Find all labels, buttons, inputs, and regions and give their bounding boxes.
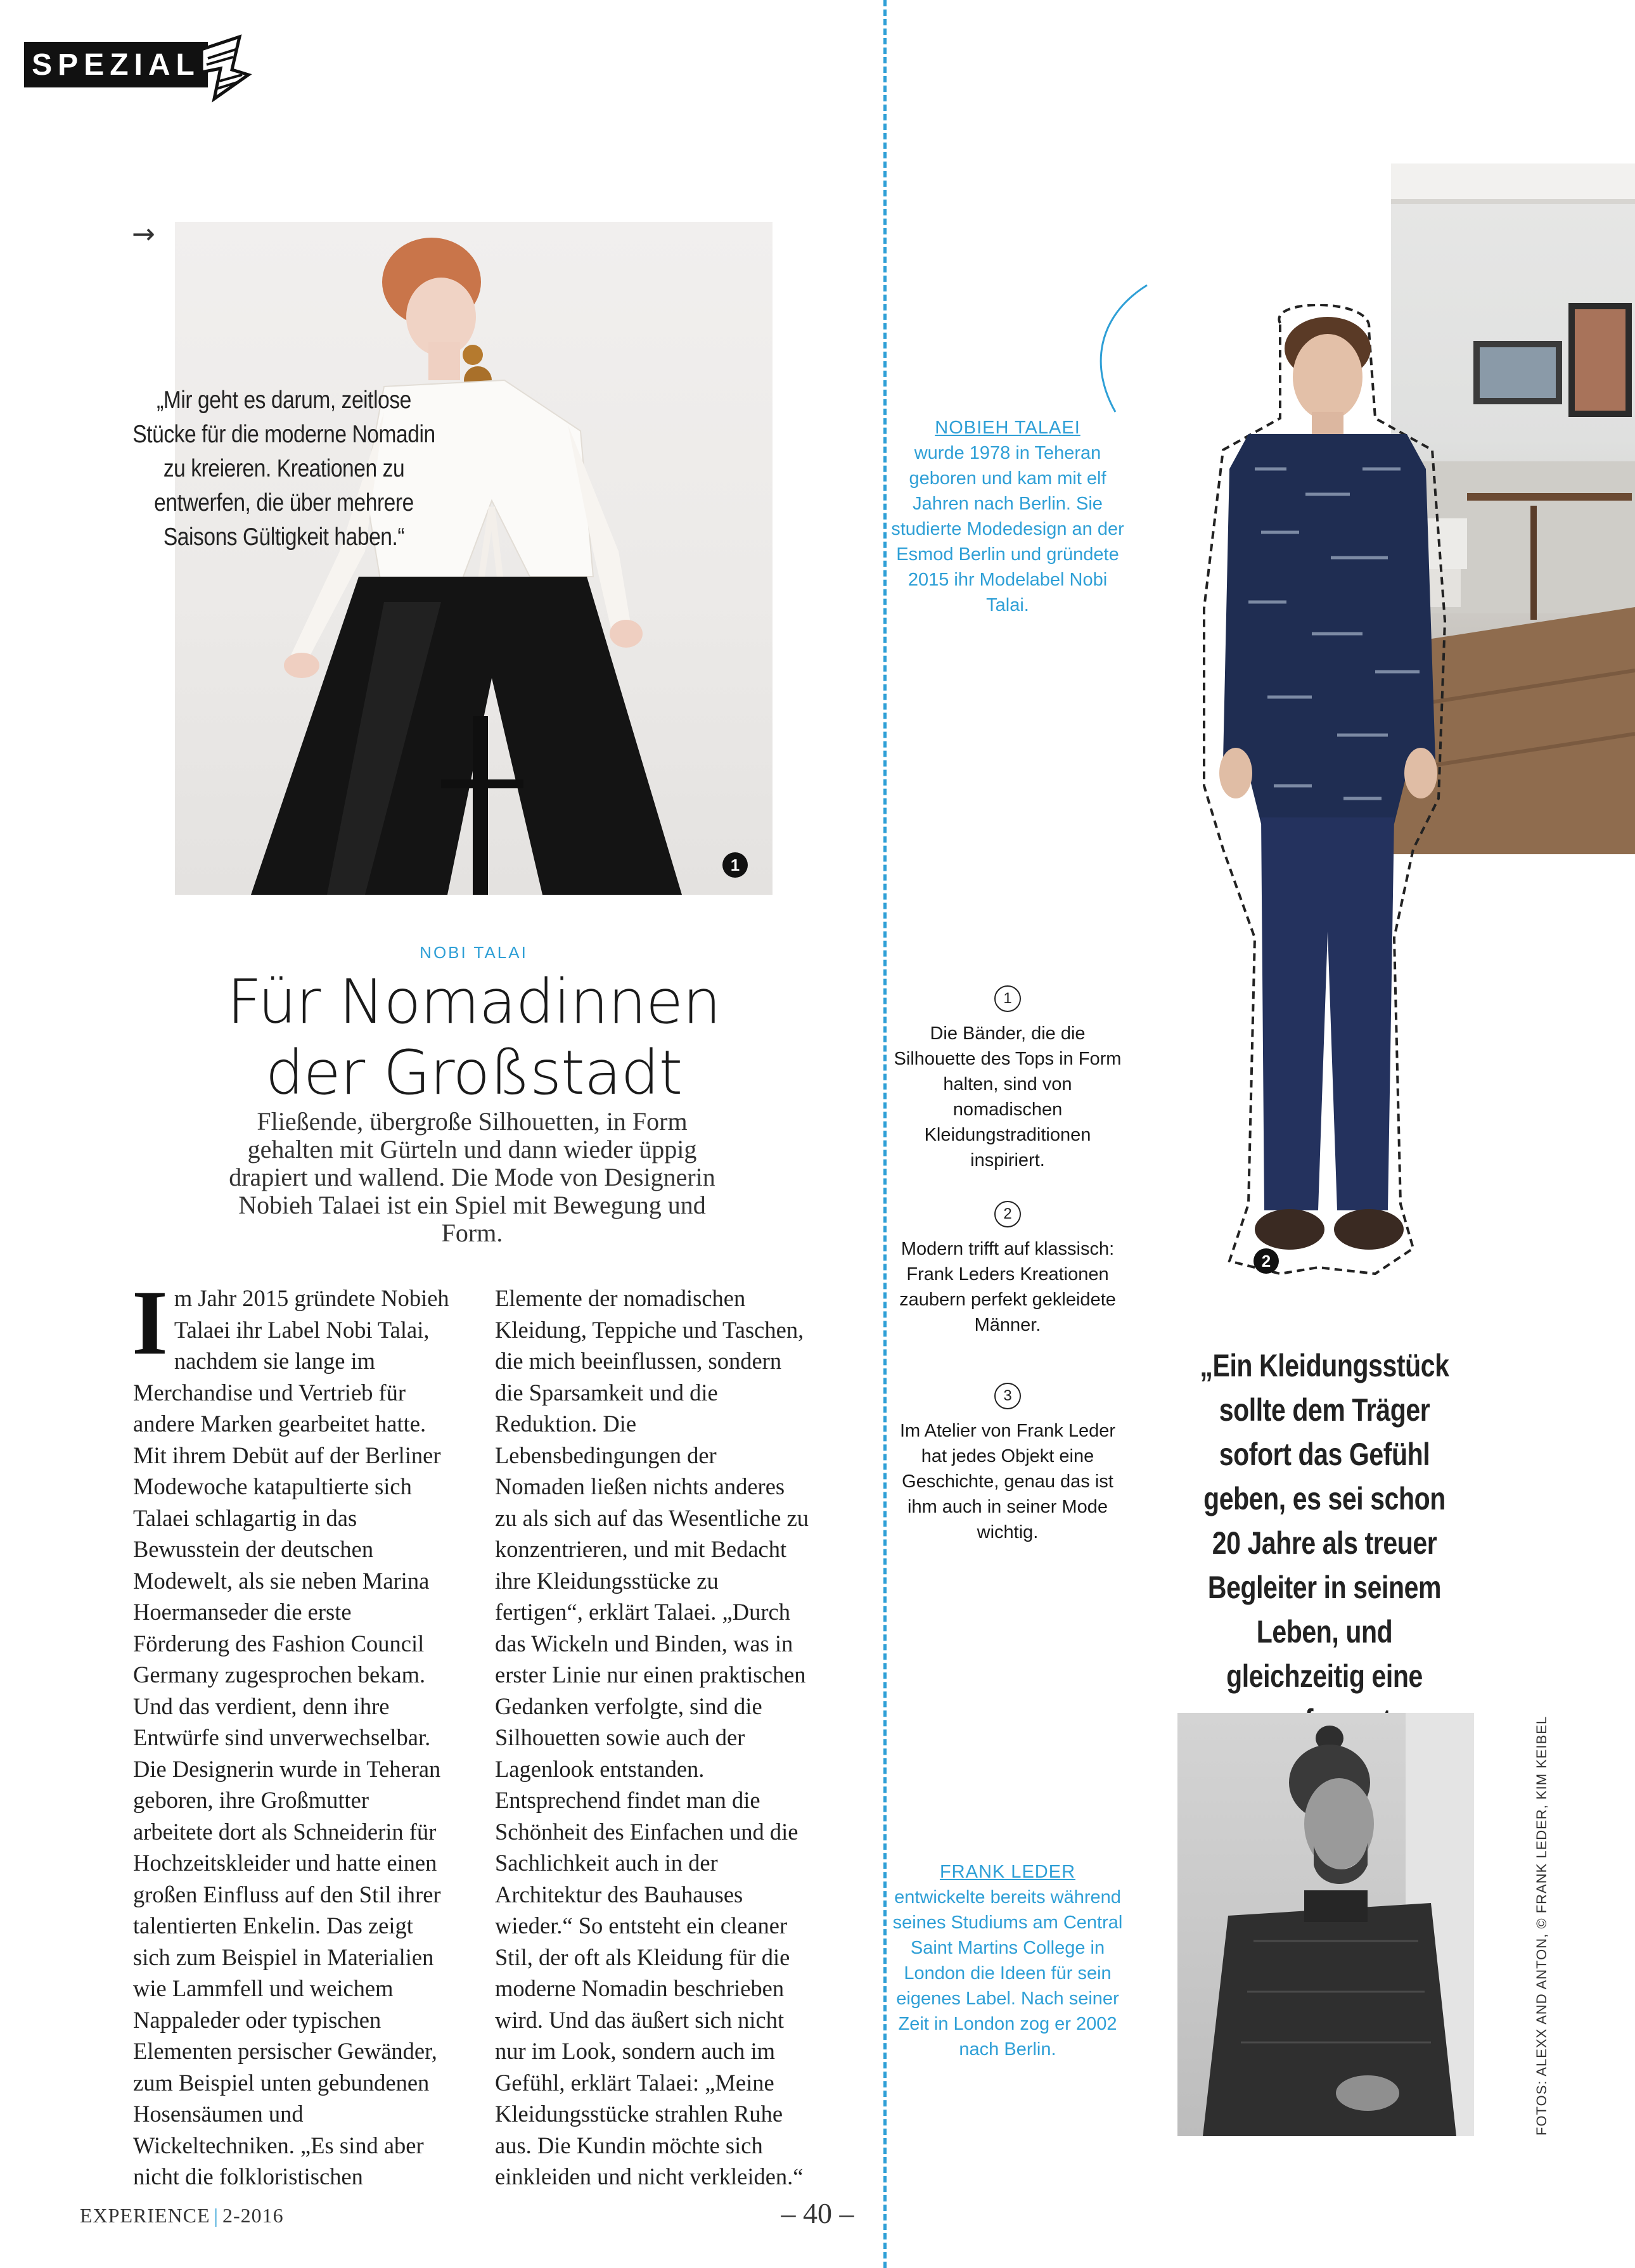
caption-number-2: 2: [994, 1201, 1021, 1227]
arrow-icon: →: [132, 218, 155, 250]
model-illustration: [175, 222, 773, 895]
caption-number-3: 3: [994, 1383, 1021, 1409]
bio-talaei: [887, 415, 1128, 618]
footer-magazine: [80, 2204, 284, 2227]
article-lead: Fließende, übergroße Silhouetten, in Form gehalten mit Gürteln und dann wieder üppig drapiert und wallend. Die Mode von Designerin Nobieh Talaei ist ein Spiel mit Bewegung und Form.: [229, 1107, 715, 1247]
bio-leder-name: FRANK LEDER: [939, 1862, 1076, 1882]
caption-text-1: Die Bänder, die die Silhouette des Tops in Form halten, sind von nomadischen Kleidungstraditionen inspiriert.: [894, 1023, 1122, 1170]
caption-text-3: Im Atelier von Frank Leder hat jedes Objekt eine Geschichte, genau das ist ihm auch in seiner Mode wichtig.: [899, 1421, 1116, 1542]
body-column-1: [132, 1271, 450, 2193]
magazine-name: EXPERIENCE: [80, 2204, 210, 2227]
caption-2: [887, 1201, 1128, 1338]
photo-man-frank-leder-collection: [1185, 304, 1464, 1293]
caption-1: [887, 985, 1128, 1173]
drop-cap: I: [132, 1271, 168, 1374]
caption-number-1: 1: [994, 985, 1021, 1012]
body-text-1: m Jahr 2015 gründete Nobieh Talaei ihr Label Nobi Talai, nachdem sie lange im Merchandise und Vertrieb für andere Marken gearbeitet hatte. Mit ihrem Debüt auf der Berliner Modewoche katapultierte sich Talaei schlagartig in das Bewusstein der deutschen Modewelt, als sie neben Marina Hoermanseder die erste Förderung des Fashion Council Germany zugesprochen bekam. Und das verdient, denn ihre Entwürfe sind unverwechselbar. Die Designerin wurde in Teheran geboren, ihre Großmutter arbeitete dort als Schneiderin für Hochzeitskleider und hatte einen großen Einfluss auf den Stil ihrer talentierten Enkelin. Das zeigt sich zum Beispiel in Materialien wie Lammfell und weichem Nappaleder oder typischen Elementen persischer Gewänder, zum Beispiel unten gebundenen Hosensäumen und Wickeltechniken. „Es sind aber nicht die folkloristischen: [133, 1285, 449, 2189]
photo-credit: [1534, 1715, 1559, 2136]
headline-line-1: Für Nomadinnen: [227, 966, 721, 1037]
issue-number: 2-2016: [222, 2204, 284, 2227]
pull-quote-talaei: „Mir geht es darum, zeitlose Stücke für die moderne Nomadin zu kreieren. Kreationen zu entwerfen, die über mehrere Saisons Gültigkeit haben.“: [132, 387, 435, 551]
photo-frank-leder-portrait: [1177, 1713, 1474, 2136]
section-tag: [24, 30, 252, 105]
footer-separator: |: [214, 2204, 219, 2227]
page-number: – 40 –: [781, 2197, 854, 2229]
decorative-curve: [1077, 279, 1166, 418]
pull-quote-leder: „Ein Kleidungsstück sollte dem Träger sofort das Gefühl geben, es sei schon 20 Jahre als treuer Begleiter in seinem Leben, und gleichzeitig eine: [1200, 1348, 1449, 1694]
bio-talaei-text: wurde 1978 in Teheran geboren und kam mit elf Jahren nach Berlin. Sie studierte Modedesign an der Esmod Berlin und gründete 2015 ihr Modelabel Nobi Talai.: [891, 443, 1124, 615]
ribbon-icon: [195, 30, 252, 105]
caption-text-2: Modern trifft auf klassisch: Frank Leders Kreationen zaubern perfekt gekleidete Männer.: [899, 1239, 1116, 1335]
bio-leder-text: entwickelte bereits während seines Studiums am Central Saint Martins College in London die Ideen für sein eigenes Label. Nach seiner Zeit in London zog er 2002 nach Berlin.: [892, 1887, 1123, 2060]
bio-leder: [887, 1859, 1128, 2062]
bio-talaei-name: NOBIEH TALAEI: [935, 418, 1080, 438]
photo-badge-1: 1: [722, 852, 748, 878]
article-kicker: NOBI TALAI: [420, 943, 528, 962]
photo-model-nobi-talai: [175, 222, 773, 895]
portrait-illustration: [1177, 1713, 1474, 2136]
caption-3: [887, 1383, 1128, 1545]
section-tag-label: SPEZIAL: [24, 42, 208, 87]
article-headline: [175, 966, 773, 1108]
photo-credit-text: FOTOS: ALEXX AND ANTON, © FRANK LEDER, KIM KEIBEL: [1534, 1715, 1549, 2136]
photo-badge-2: 2: [1254, 1248, 1279, 1274]
dashed-divider: [883, 0, 887, 2268]
headline-line-2: der Großstadt: [265, 1037, 683, 1108]
body-column-2: Elemente der nomadischen Kleidung, Teppiche und Taschen, die mich beeinflussen, sondern die Sparsamkeit und die Reduktion. Die Lebensbedingungen der Nomaden ließen nichts anderes zu als sich auf das Wesentliche zu konzentrieren, und mit Bedacht ihre Kleidungsstücke zu fertigen“, erklärt Talaei. „Durch das Wickeln und Binden, was in erster Linie nur einen praktischen Gedanken verfolgte, sind die Silhouetten sowie auch der Lagenlook entstanden. Entsprechend findet man die Schönheit des Einfachen und die Sachlichkeit auch in der Architektur des Bauhauses wieder.“ So entsteht ein cleaner Stil, der oft als Kleidung für die moderne Nomadin beschrieben wird. Und das äußert sich nicht nur im Look, sondern auch im Gefühl, erklärt Talaei: „Meine Kleidungsstücke strahlen Ruhe aus. Die Kundin möchte sich einkleiden und nicht verkleiden.“: [495, 1285, 809, 2189]
